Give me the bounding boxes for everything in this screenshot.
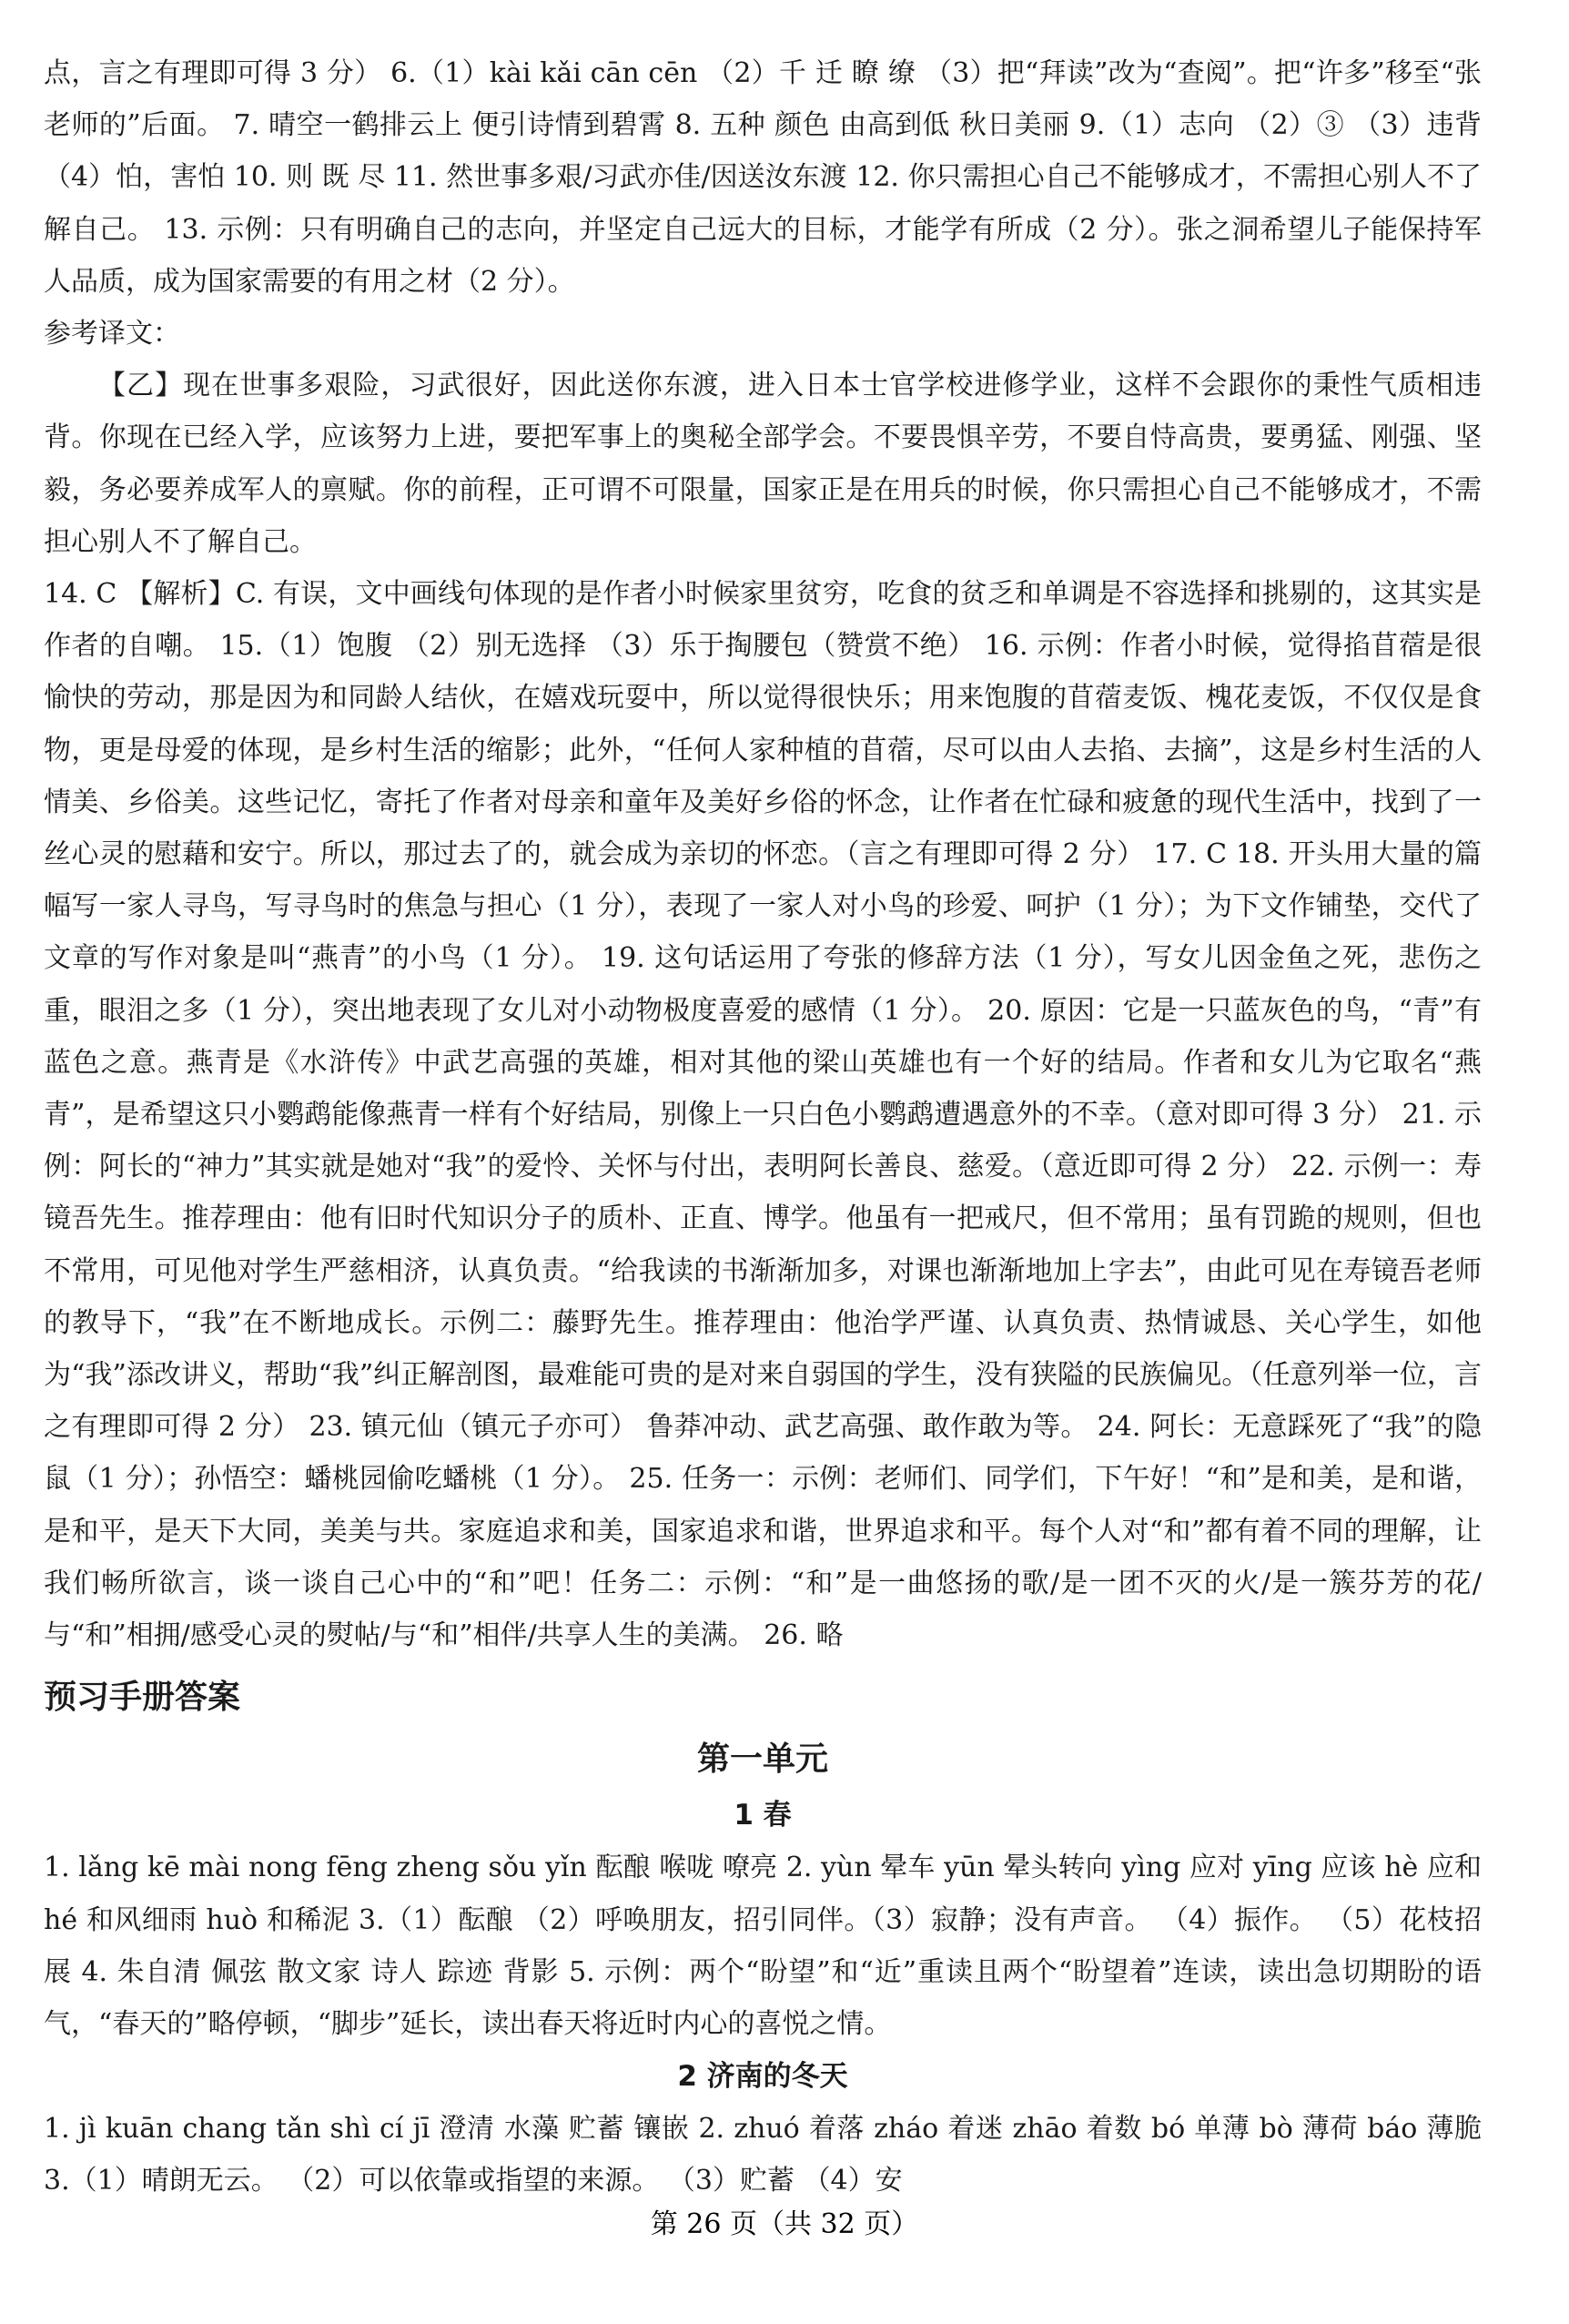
- lesson-2-title: 2 济南的冬天: [677, 2060, 848, 2094]
- translation-label: 参考译文：: [44, 318, 180, 350]
- lesson-2-answers: 1. jì kuān chang tǎn shì cí jī 澄清 水藻 贮蓄 镶嵌 2. zhuó 着落 zháo 着迷 zhāo 着数 bó 单薄 bò 薄荷 báo 薄脆 3.（1）晴朗无云。 （2）可以依靠或指望的来源。 （3）贮蓄 （4）安: [44, 2113, 1482, 2197]
- answers-block-1: 点，言之有理即可得 3 分） 6.（1）kài kǎi cān cēn （2）千 迁 瞭 缭 （3）把“拜读”改为“查阅”。把“许多”移至“张老师的”后面。 7. 晴空一鹤排云上 便引诗情到碧霄 8. 五种 颜色 由高到低 秋日美丽 9.（1）志向 （2）③ （3）违背 （4）怕，害怕 10. 则 既 尽 11. 然世事多艰/习武亦佳/因送汝东渡 12. 你只需担心自己不能够成才，不需担心别人不了解自己。 13. 示例：只有明确自己的志向，并坚定自己远大的目标，才能学有所成（2 分）。张之洞希望儿子能保持军人品质，成为国家需要的有用之材（2 分）。: [44, 57, 1482, 298]
- lesson-1-title: 1 春: [734, 1799, 792, 1832]
- section-title: 预习手册答案: [44, 1679, 241, 1717]
- lesson-1-answers: 1. lǎng kē mài nong fēng zheng sǒu yǐn 酝酿 喉咙 嘹亮 2. yùn 晕车 yūn 晕头转向 yìng 应对 yīng 应该 hè 应和 hé 和风细雨 huò 和稀泥 3.（1）酝酿 （2）呼唤朋友，招引同伴。（3）寂静；没有声音。 （4）振作。 （5）花枝招展 4. 朱自清 佩弦 散文家 诗人 踪迹 背影 5. 示例：两个“盼望”和“近”重读且两个“盼望着”连读，读出急切期盼的语气，“春天的”略停顿，“脚步”延长，读出春天将近时内心的喜悦之情。: [44, 1852, 1482, 2040]
- translation-text: 【乙】现在世事多艰险，习武很好，因此送你东渡，进入日本士官学校进修学业，这样不会跟你的秉性气质相违背。你现在已经入学，应该努力上进，要把军事上的奥秘全部学会。不要畏惧辛劳，不要自恃高贵，要勇猛、刚强、坚毅，务必要养成军人的禀赋。你的前程，正可谓不可限量，国家正是在用兵的时候，你只需担心自己不能够成才，不需担心别人不了解自己。: [44, 370, 1482, 558]
- answers-block-2: 14. C 【解析】C. 有误，文中画线句体现的是作者小时候家里贫穷，吃食的贫乏和单调是不容选择和挑剔的，这其实是作者的自嘲。 15.（1）饱腹 （2）别无选择 （3）乐于掏腰包（赞赏不绝） 16. 示例：作者小时候，觉得掐苜蓿是很愉快的劳动，那是因为和同龄人结伙，在嬉戏玩耍中，所以觉得很快乐；用来饱腹的苜蓿麦饭、槐花麦饭，不仅仅是食物，更是母爱的体现，是乡村生活的缩影；此外，“任何人家种植的苜蓿，尽可以由人去掐、去摘”，这是乡村生活的人情美、乡俗美。这些记忆，寄托了作者对母亲和童年及美好乡俗的怀念，让作者在忙碌和疲惫的现代生活中，找到了一丝心灵的慰藉和安宁。所以，那过去了的，就会成为亲切的怀恋。（言之有理即可得 2 分） 17. C 18. 开头用大量的篇幅写一家人寻鸟，写寻鸟时的焦急与担心（1 分），表现了一家人对小鸟的珍爱、呵护（1 分）；为下文作铺垫，交代了文章的写作对象是叫“燕青”的小鸟（1 分）。 19. 这句话运用了夸张的修辞方法（1 分），写女儿因金鱼之死，悲伤之重，眼泪之多（1 分），突出地表现了女儿对小动物极度喜爱的感情（1 分）。 20. 原因：它是一只蓝灰色的鸟，“青”有蓝色之意。燕青是《水浒传》中武艺高强的英雄，相对其他的梁山英雄也有一个好的结局。作者和女儿为它取名“燕青”，是希望这只小鹦鹉能像燕青一样有个好结局，别像上一只白色小鹦鹉遭遇意外的不幸。（意对即可得 3 分） 21. 示例：阿长的“神力”其实就是她对“我”的爱怜、关怀与付出，表明阿长善良、慈爱。（意近即可得 2 分） 22. 示例一：寿镜吾先生。推荐理由：他有旧时代知识分子的质朴、正直、博学。他虽有一把戒尺，但不常用；虽有罚跪的规则，但也不常用，可见他对学生严慈相济，认真负责。“给我读的书渐渐加多，对课也渐渐地加上字去”，由此可见在寿镜吾老师的教导下，“我”在不断地成长。示例二：藤野先生。推荐理由：他治学严谨、认真负责、热情诚恳、关心学生，如他为“我”添改讲义，帮助“我”纠正解剖图，最难能可贵的是对来自弱国的学生，没有狭隘的民族偏见。（任意列举一位，言之有理即可得 2 分） 23. 镇元仙（镇元子亦可） 鲁莽冲动、武艺高强、敢作敢为等。 24. 阿长：无意踩死了“我”的隐鼠（1 分）；孙悟空：蟠桃园偷吃蟠桃（1 分）。 25. 任务一：示例：老师们、同学们，下午好！“和”是和美，是和谐，是和平，是天下大同，美美与共。家庭追求和美，国家追求和谐，世界追求和平。每个人对“和”都有着不同的理解，让我们畅所欲言，谈一谈自己心中的“和”吧！任务二：示例：“和”是一曲悠扬的歌/是一团不灭的火/是一簇芬芳的花/与“和”相拥/感受心灵的熨帖/与“和”相伴/共享人生的美满。 26. 略: [44, 578, 1482, 1652]
- unit-title: 第一单元: [696, 1740, 828, 1779]
- page-footer: 第 26 页（共 32 页）: [650, 2208, 919, 2240]
